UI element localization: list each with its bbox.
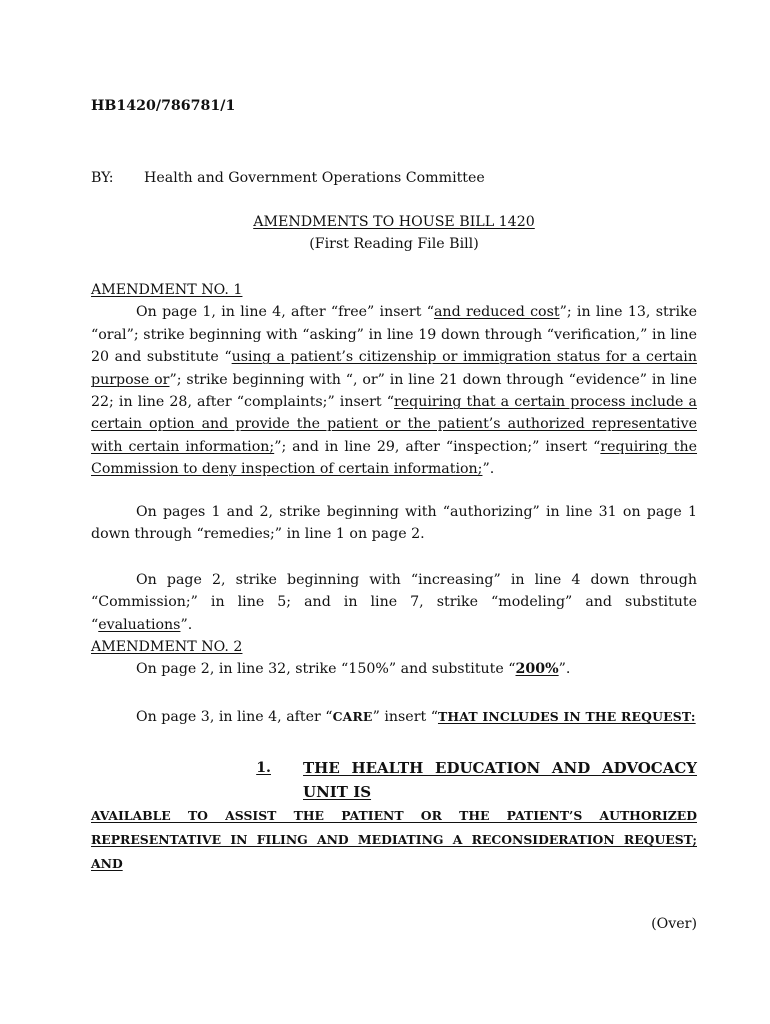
inserted-text: THAT INCLUDES IN THE REQUEST: bbox=[437, 709, 696, 724]
text-run: ”; strike beginning with “, or” in line 21 down through “evidence” in line 22; in line 28, after “complaints;” insert “ bbox=[91, 371, 698, 411]
amendment-1 bbox=[91, 279, 697, 481]
inserted-item-1 bbox=[91, 756, 697, 876]
document-title: AMENDMENTS TO HOUSE BILL 1420 bbox=[253, 214, 535, 230]
amendment-2 bbox=[91, 636, 697, 681]
text-run: On page 2, strike beginning with “increasing” in line 4 down through “Commission;” in line 5; and in line 7, strike “modeling” and substitute “ bbox=[91, 572, 697, 633]
text-run: ”. bbox=[482, 461, 495, 478]
text-run: ”; in line 13, strike “oral”; strike beginning with “asking” in line 19 down through “verification,” in line 20 and substitute “ bbox=[91, 304, 697, 366]
item-line-2: AVAILABLE TO ASSIST THE PATIENT OR THE PATIENT’S AUTHORIZED bbox=[91, 808, 697, 823]
amendment-2-heading: AMENDMENT NO. 2 bbox=[91, 639, 243, 655]
amendment-1-paragraph-3 bbox=[91, 569, 697, 636]
text-run: On page 3, in line 4, after “ bbox=[136, 709, 333, 725]
amendment-2-paragraph-1 bbox=[91, 658, 697, 680]
amendment-1-heading: AMENDMENT NO. 1 bbox=[91, 282, 243, 298]
inserted-text: using a patient’s citizenship or immigration status for a certain purpose or bbox=[91, 349, 697, 388]
inserted-text: 200% bbox=[515, 661, 559, 678]
document-id: HB1420/786781/1 bbox=[91, 98, 236, 114]
text-run: On page 1, in line 4, after “free” insert “ bbox=[136, 304, 434, 321]
item-line-4 bbox=[91, 852, 697, 876]
item-number bbox=[91, 756, 303, 804]
sponsor-line bbox=[91, 167, 697, 189]
text-run: ”. bbox=[558, 661, 571, 678]
caps-word: CARE bbox=[332, 709, 373, 724]
title-block bbox=[91, 211, 697, 256]
item-line-4-text: AND bbox=[91, 856, 123, 871]
item-number-text: 1. bbox=[256, 760, 271, 776]
item-line-3: REPRESENTATIVE IN FILING AND MEDIATING A RECONSIDERATION REQUEST; bbox=[91, 832, 697, 847]
item-first-line bbox=[91, 756, 697, 804]
sponsor-name: Health and Government Operations Committee bbox=[144, 170, 485, 186]
inserted-text: requiring the Commission to deny inspection of certain information; bbox=[91, 438, 698, 478]
amendment-1-paragraph-2: On pages 1 and 2, strike beginning with “authorizing” in line 31 on page 1 down through “remedies;” in line 1 on page 2. bbox=[91, 504, 697, 543]
text-run: ”. bbox=[180, 616, 193, 633]
inserted-text: and reduced cost bbox=[433, 304, 560, 321]
inserted-text: evaluations bbox=[98, 616, 181, 633]
page-footer-over: (Over) bbox=[651, 916, 697, 932]
text-run: On page 2, in line 32, strike “150%” and substitute “ bbox=[136, 661, 516, 678]
by-label: BY: bbox=[91, 170, 114, 186]
inserted-text: requiring that a certain process include a certain option and provide the patient or the patient’s authorized representative with certain information; bbox=[91, 394, 697, 455]
text-run: ”; and in line 29, after “inspection;” insert “ bbox=[274, 438, 601, 455]
document-subtitle: (First Reading File Bill) bbox=[309, 236, 479, 253]
item-line-1: THE HEALTH EDUCATION AND ADVOCACY UNIT IS bbox=[303, 759, 697, 801]
amendment-2-paragraph-2 bbox=[91, 706, 697, 728]
amendment-1-paragraph-1 bbox=[91, 301, 697, 480]
text-run: ” insert “ bbox=[372, 709, 438, 725]
